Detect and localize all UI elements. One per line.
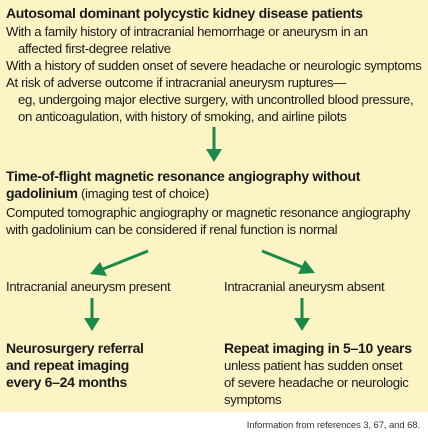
outcome-absent-note-line-1: unless patient has sudden onset: [224, 358, 403, 373]
branch-aneurysm-present: Intracranial aneurysm present: [6, 279, 171, 294]
arrow-to-imaging: [206, 127, 222, 162]
references-footnote: Information from references 3, 67, and 68.: [246, 420, 420, 431]
imaging-title-line-1: Time-of-flight magnetic resonance angiography without: [6, 168, 361, 184]
criterion-family-history-line-1: With a family history of intracranial hemorrhage or aneurysm in an: [6, 24, 368, 39]
outcome-absent-title: Repeat imaging in 5–10 years: [224, 340, 412, 356]
outcome-present-line-1: Neurosurgery referral: [6, 340, 144, 356]
branch-aneurysm-absent: Intracranial aneurysm absent: [224, 279, 385, 294]
outcome-present-line-2: and repeat imaging: [6, 357, 129, 373]
imaging-title-line-2: gadolinium: [6, 185, 78, 201]
imaging-alternative-line-1: Computed tomographic angiography or magnetic resonance angiography: [6, 205, 411, 220]
imaging-test-of-choice-note: (imaging test of choice): [77, 186, 209, 201]
criterion-sudden-onset-line-1: With a history of sudden onset of severe headache or neurologic symptoms: [6, 58, 422, 73]
arrow-to-absent: [262, 251, 315, 274]
arrow-to-present: [90, 251, 148, 276]
criterion-adverse-outcome-line-2: eg, undergoing major elective surgery, with uncontrolled blood pressure,: [18, 92, 414, 107]
criterion-family-history-line-2: affected first-degree relative: [18, 41, 171, 56]
outcome-absent-note-line-3: symptoms: [224, 392, 282, 407]
arrow-absent-to-outcome: [294, 298, 310, 331]
criterion-adverse-outcome-line-3: on anticoagulation, with history of smoking, and airline pilots: [18, 109, 347, 124]
outcome-present-line-3: every 6–24 months: [6, 374, 127, 390]
imaging-alternative-line-2: with gadolinium can be considered if renal function is normal: [6, 222, 338, 237]
arrow-present-to-outcome: [84, 298, 100, 331]
outcome-absent-note-line-2: of severe headache or neurologic: [224, 375, 409, 390]
patient-group-title: Autosomal dominant polycystic kidney disease patients: [6, 5, 363, 21]
criterion-adverse-outcome-line-1: At risk of adverse outcome if intracranial aneurysm ruptures—: [6, 75, 346, 90]
